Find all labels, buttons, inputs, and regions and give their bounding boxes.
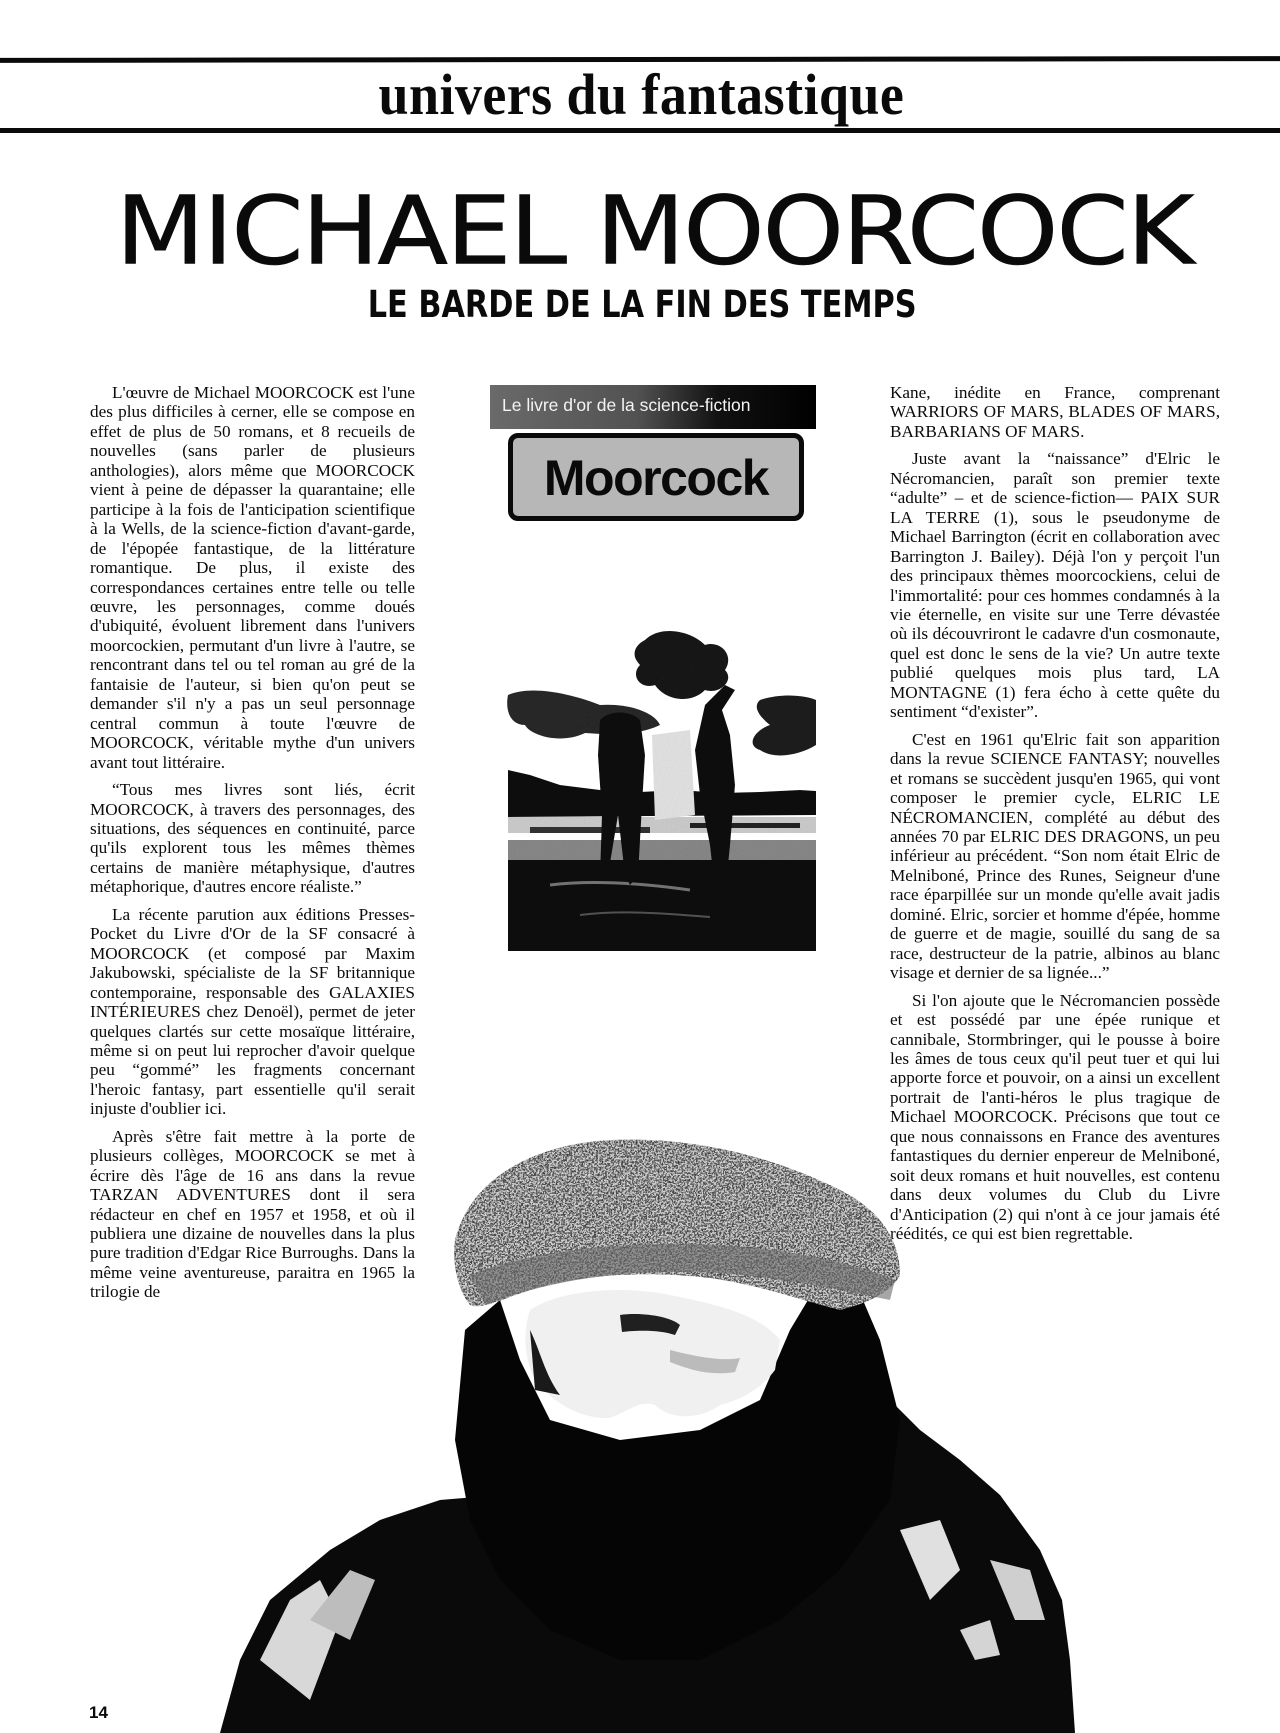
- paragraph: Juste avant la “naissance” d'Elric le Nécromancien, paraît son premier texte “adulte” – et de science-fiction— PAIX SUR LA TERRE (1), sous le pseudonyme de Michael Barrington (écrit en collaboration avec Barrington J. Bailey). Déjà l'on y perçoit l'un des principaux thèmes moorcockiens, celui de l'immortalité: pour ces hommes condamnés à la vie éternelle, en visite sur une Terre dévastée où ils découvriront le cadavre d'un cosmonaute, quel est donc le sens de la vie? Un autre texte publié quelques mois plus tard, LA MONTAGNE (1) fera écho à cette quête du sentiment “d'exister”.: [890, 449, 1220, 722]
- section-title: univers du fantastique: [378, 62, 905, 127]
- cloud-shape: [753, 695, 816, 755]
- cover-author-name: Moorcock: [543, 450, 769, 506]
- article-title: MICHAEL MOORCOCK: [115, 176, 1193, 286]
- cover-illustration: [490, 585, 816, 951]
- cover-series-band: [490, 385, 816, 429]
- paragraph: Après s'être fait mettre à la porte de plusieurs collèges, MOORCOCK se met à écrire dès l'âge de 16 ans dans la revue TARZAN ADVENTURES dont il sera rédacteur en chef en 1957 et 1958, et où il publiera une dizaine de nouvelles dans la plus pure tradition d'Edgar Rice Burroughs. Dans la même veine aventureuse, paraitra en 1965 la trilogie de: [90, 1126, 415, 1302]
- author-portrait-photo: [200, 1100, 1100, 1733]
- book-cover-image: [490, 385, 816, 951]
- paragraph: Si l'on ajoute que le Nécromancien possède et est possédé par une épée runique et cannibale, Stormbringer, qui le pousse à boire les âmes de tous ceux qu'il peut tuer et qui lui apporte force et pouvoir, on a ainsi un excellent portrait de l'anti-héros le plus tragique de Michael MOORCOCK. Précisons que tout ce que nous connaissons en France des aventures fantastiques du dernier enpereur de Melniboné, soit deux romans et huit nouvelles, est contenu dans deux volumes du Club du Livre d'Anticipation (2) qui n'ont à ce jour jamais été réédités, ce qui est bien regrettable.: [890, 990, 1220, 1244]
- face: [525, 1290, 780, 1418]
- paragraph: La récente parution aux éditions Presses-Pocket du Livre d'Or de la SF consacré à MOORCOCK (et composé par Maxim Jakubowski, spécialiste de la SF britannique contemporaine, responsable des GALAXIES INTÉRIEURES chez Denoël), permet de jeter quelques clartés sur cette mosaïque littéraire, même si on peut lui reprocher d'avoir quelque peu “gommé” les fragments concernant l'heroic fantasy, part essentielle qu'il serait injuste d'oublier ici.: [90, 904, 415, 1119]
- page-number: 14: [89, 1703, 108, 1722]
- paragraph: C'est en 1961 qu'Elric fait son apparition dans la revue SCIENCE FANTASY; nouvelles et romans se succèdent jusqu'en 1965, qui vont composer le premier cycle, ELRIC LE NÉCROMANCIEN, complété au début des années 70 par ELRIC DES DRAGONS, un peu inférieur au précédent. “Son nom était Elric de Melniboné, Prince des Runes, Seigneur d'une race éparpillée sur un monde qu'elle avait jadis dominé. Elric, sorcier et homme d'épée, homme de guerre et de magie, souillé du sang de sa race, destructeur de la patrie, albinos au blanc visage et dernier de sa lignée...”: [890, 729, 1220, 983]
- header-bottom-rule: [0, 128, 1280, 133]
- cloud-shape: [635, 631, 729, 699]
- paragraph: “Tous mes livres sont liés, écrit MOORCOCK, à travers des personnages, des situations, des séquences en continuité, parce qu'ils explorent tous les mêmes thèmes certains de manière métaphysique, d'autres métaphorique, d'autres encore réaliste.”: [90, 780, 415, 897]
- article-subtitle: LE BARDE DE LA FIN DES TEMPS: [367, 283, 917, 326]
- cover-author-box: [508, 433, 804, 521]
- cover-series-label: Le livre d'or de la science-fiction: [502, 395, 751, 415]
- paragraph: Kane, inédite en France, comprenant WARRIORS OF MARS, BLADES OF MARS, BARBARIANS OF MARS.: [890, 383, 1220, 441]
- paragraph: L'œuvre de Michael MOORCOCK est l'une des plus difficiles à cerner, elle se compose en effet de plus de 50 romans, et 8 recueils de nouvelles (sans parler de plusieurs anthologies), alors même que MOORCOCK vient à peine de dépasser la quarantaine; elle participe à la fois de l'anticipation scientifique à la Wells, de la science-fiction d'avant-garde, de l'épopée fantastique, de la littérature romantique. De plus, il existe des correspondances certaines entre telle ou telle œuvre, les personnages, comme doués d'ubiquité, évoluent librement dans l'univers moorcockien, permutant d'un livre à l'autre, se rencontrant dans tel ou tel roman au gré de la fantaisie de l'auteur, si bien qu'on peut se demander s'il n'y a pas un seul personnage central commun à toute l'œuvre de MOORCOCK, véritable mythe d'un univers avant tout littéraire.: [90, 383, 415, 772]
